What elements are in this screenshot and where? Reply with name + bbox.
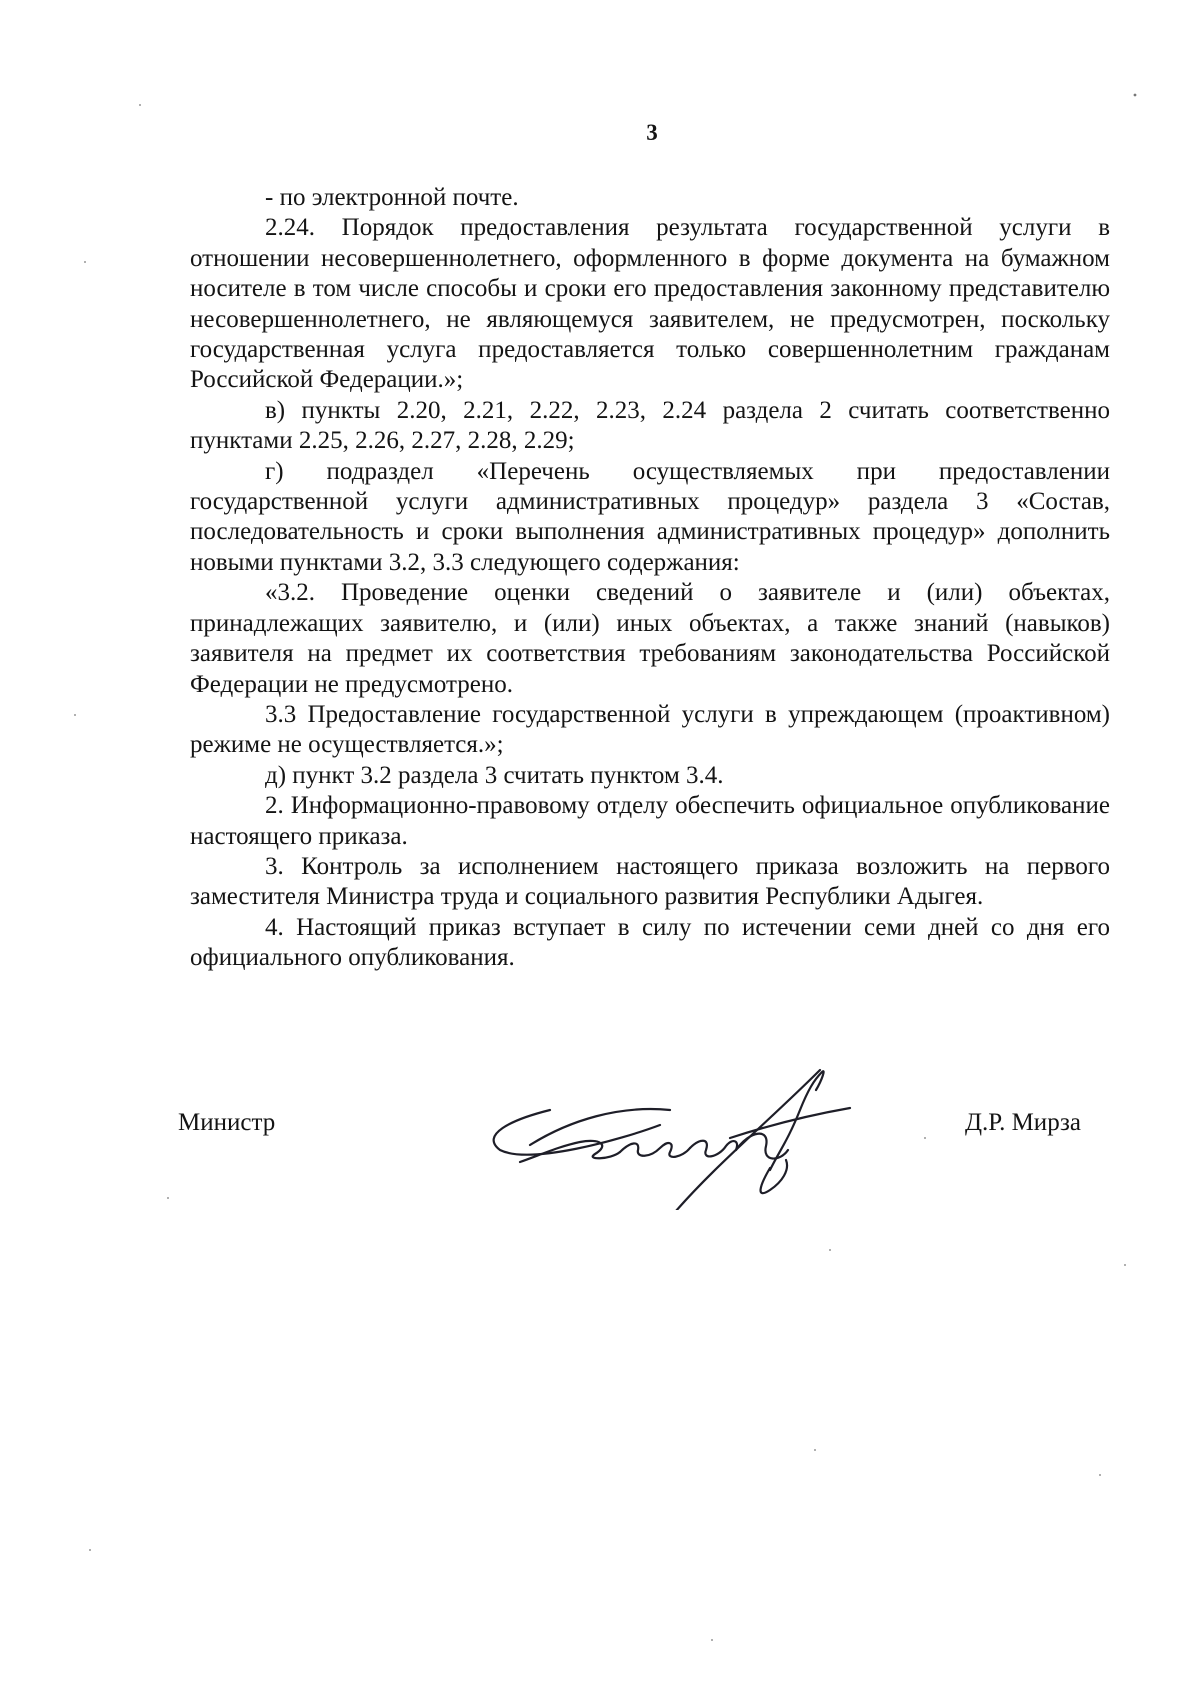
handwritten-signature bbox=[470, 1050, 890, 1210]
paragraph-item-3-control: 3. Контроль за исполнением настоящего приказа возложить на первого заместителя Министра труда и социального развития Республики Адыгея. bbox=[190, 852, 1110, 911]
paragraph-item-2-publication: 2. Информационно-правовому отделу обеспечить официальное опубликование настоящего приказа. bbox=[190, 792, 1110, 850]
paragraph-3-3: 3.3 Предоставление государственной услуги в упреждающем (проактивном) режиме не осуществляется.»; bbox=[190, 700, 1110, 759]
paragraph-v-renumber: в) пункты 2.20, 2.21, 2.22, 2.23, 2.24 раздела 2 считать соответственно пунктами 2.25, 2.26, 2.27, 2.28, 2.29; bbox=[190, 396, 1110, 455]
paragraph-3-2: «3.2. Проведение оценки сведений о заявителе и (или) объектах, принадлежащих заявителю, и (или) иных объектах, а также знаний (навыков) заявителя на предмет их соответствия требованиям законодательства Российской Федерации не предусмотрено. bbox=[190, 579, 1110, 698]
paragraph-g-subsection: г) подраздел «Перечень осуществляемых при предоставлении государственной услуги административных процедур» раздела 3 «Состав, последовательность и сроки выполнения административных процедур» дополнить новыми пунктами 3.2, 3.3 следующего содержания: bbox=[190, 457, 1110, 576]
paragraph-item-4-effective: 4. Настоящий приказ вступает в силу по истечении семи дней со дня его официального опубликования. bbox=[190, 913, 1110, 972]
paragraph-d-renumber: д) пункт 3.2 раздела 3 считать пунктом 3.4. bbox=[265, 761, 724, 789]
signatory-name: Д.Р. Мирза bbox=[965, 1109, 1081, 1136]
paragraph-2-24: 2.24. Порядок предоставления результата государственной услуги в отношении несовершеннолетнего, оформленного в форме документа на бумажном носителе в том числе способы и сроки его предоставления законному представителю несовершеннолетнего, не являющемуся заявителем, не предусмотрен, поскольку государственная услуга предоставляется только совершеннолетним гражданам Российской Федерации.»; bbox=[190, 214, 1110, 394]
signatory-position: Министр bbox=[178, 1109, 276, 1136]
document-body bbox=[190, 183, 1110, 974]
page-number: 3 bbox=[646, 120, 658, 145]
paragraph-email-item: - по электронной почте. bbox=[265, 184, 519, 211]
